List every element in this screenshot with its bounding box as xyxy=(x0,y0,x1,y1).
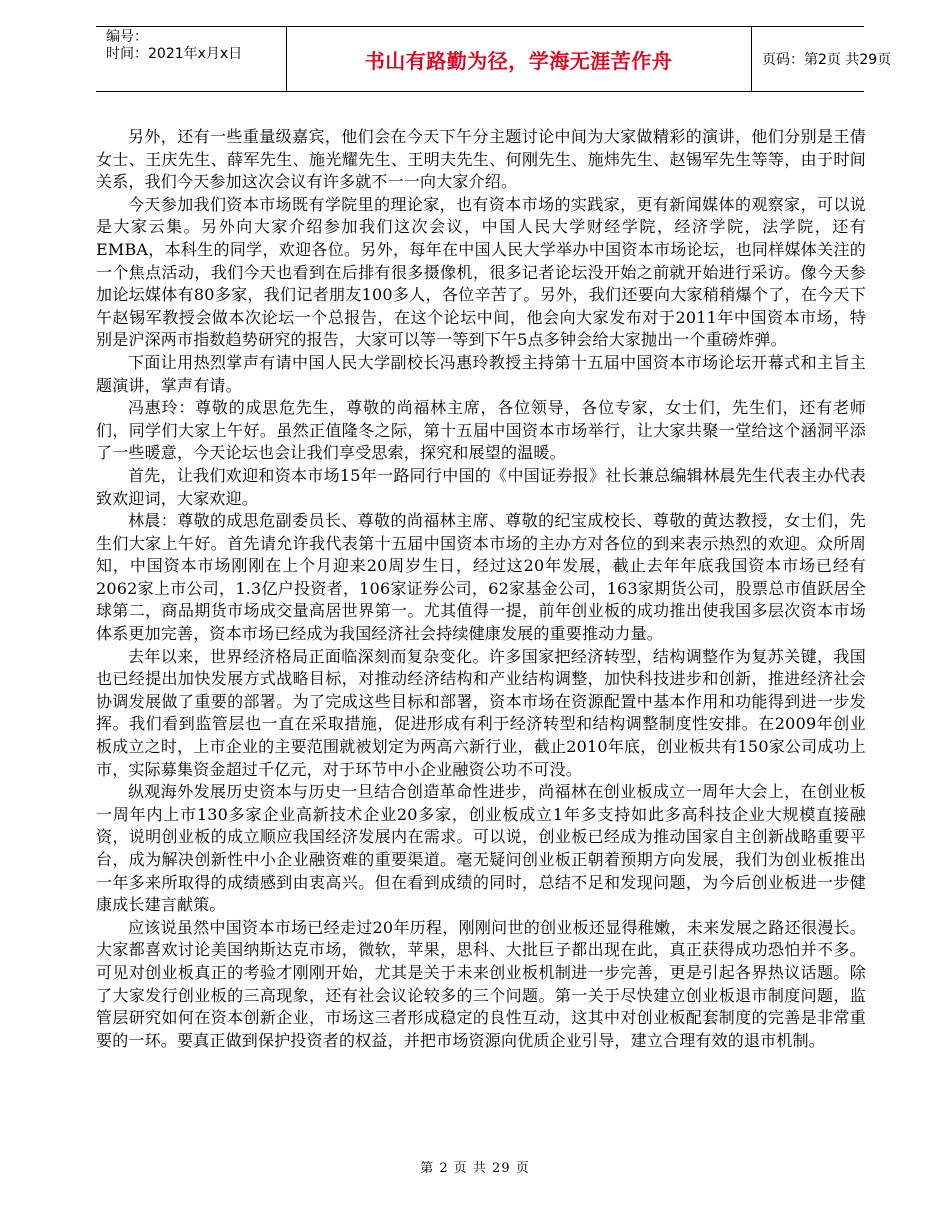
header-page-cell xyxy=(752,27,892,91)
header-page-code: 页码：第2页 共29页 xyxy=(762,52,892,68)
document-body xyxy=(96,126,866,1052)
paragraph: 首先，让我们欢迎和资本市场15年一路同行中国的《中国证券报》社长兼总编辑林晨先生代表主办代表致欢迎词，大家欢迎。 xyxy=(96,465,866,508)
paragraph: 林晨：尊敬的成思危副委员长、尊敬的尚福林主席、尊敬的纪宝成校长、尊敬的黄达教授，女士们，先生们大家上午好。首先请允许我代表第十五届中国资本市场的主办方对各位的到来表示热烈的欢迎。众所周知，中国资本市场刚刚在上个月迎来20周岁生日，经过这20年发展，截止去年年底我国资本市场已经有2062家上市公司，1.3亿户投资者，106家证券公司，62家基金公司，163家期货公司，股票总市值跃居全球第二，商品期货市场成交量高居世界第一。尤其值得一提，前年创业板的成功推出使我国多层次资本市场体系更加完善，资本市场已经成为我国经济社会持续健康发展的重要推动力量。 xyxy=(96,511,866,644)
header-info-cell xyxy=(96,27,287,91)
paragraph: 另外，还有一些重量级嘉宾，他们会在今天下午分主题讨论中间为大家做精彩的演讲，他们分别是王倩女士、王庆先生、薛军先生、施光耀先生、王明夫先生、何刚先生、施炜先生、赵锡军先生等等，由于时间关系，我们今天参加这次会议有许多就不一一向大家介绍。 xyxy=(96,127,866,192)
paragraph: 纵观海外发展历史资本与历史一旦结合创造革命性进步，尚福林在创业板成立一周年大会上，在创业板一周年内上市130多家企业高新技术企业20多家，创业板成立1年多支持如此多高科技企业大规模直接融资，说明创业板的成立顺应我国经济发展内在需求。可以说，创业板已经成为推动国家自主创新战略重要平台，成为解决创新性中小企业融资难的重要渠道。毫无疑问创业板正朝着预期方向发展，我们为创业板推出一年多来所取得的成绩感到由衷高兴。但在看到成绩的同时，总结不足和发现问题，为今后创业板进一步健康成长建言献策。 xyxy=(96,782,866,915)
paragraph: 去年以来，世界经济格局正面临深刻而复杂变化。许多国家把经济转型，结构调整作为复苏关键，我国也已经提出加快发展方式战略目标，对推动经济结构和产业结构调整，加快科技进步和创新，推进经济社会协调发展做了重要的部署。为了完成这些目标和部署，资本市场在资源配置中基本作用和功能得到进一步发挥。我们看到监管层也一直在采取措施，促进形成有利于经济转型和结构调整制度性安排。在2009年创业板成立之时，上市企业的主要范围就被划定为两高六新行业，截止2010年底，创业板共有150家公司成功上市，实际募集资金超过千亿元，对于环节中小企业融资公功不可没。 xyxy=(96,646,866,779)
page-footer: 第 2 页 共 29 页 xyxy=(420,1161,530,1176)
document-code-label: 编号： xyxy=(106,29,148,45)
header-motto-cell xyxy=(286,27,752,91)
document-time-label: 时间：2021年x月x日 xyxy=(106,46,243,62)
paragraph: 下面让用热烈掌声有请中国人民大学副校长冯惠玲教授主持第十五届中国资本市场论坛开幕式和主旨主题演讲，掌声有请。 xyxy=(96,352,866,395)
paragraph: 冯惠玲：尊敬的成思危先生，尊敬的尚福林主席，各位领导，各位专家，女士们，先生们，还有老师们，同学们大家上午好。虽然正值隆冬之际，第十五届中国资本市场举行，让大家共聚一堂给这个涵洞平添了一些暖意，今天论坛也会让我们享受思索，探究和展望的温暖。 xyxy=(96,398,866,463)
header-motto: 书山有路勤为径，学海无涯苦作舟 xyxy=(364,48,673,73)
document-header xyxy=(96,26,892,92)
paragraph: 今天参加我们资本市场既有学院里的理论家，也有资本市场的实践家，更有新闻媒体的观察家，可以说是大家云集。另外向大家介绍参加我们这次会议，中国人民大学财经学院，经济学院，法学院，还有EMBA，本科生的同学，欢迎各位。另外，每年在中国人民大学举办中国资本市场论坛，也同样媒体关注的一个焦点活动，我们今天也看到在后排有很多摄像机，很多记者论坛没开始之前就开始进行采访。像今天参加论坛媒体有80多家，我们记者朋友100多人，各位辛苦了。另外，我们还要向大家稍稍爆个了，在今天下午赵锡军教授会做本次论坛一个总报告，在这个论坛中间，他会向大家发布对于2011年中国资本市场，特别是沪深两市指数趋势研究的报告，大家可以等一等到下午5点多钟会给大家抛出一个重磅炸弹。 xyxy=(96,194,866,350)
paragraph: 应该说虽然中国资本市场已经走过20年历程，刚刚问世的创业板还显得稚嫩，未来发展之路还很漫长。大家都喜欢讨论美国纳斯达克市场，微软，苹果，思科、大批巨子都出现在此，真正获得成功恐怕并不多。可见对创业板真正的考验才刚刚开始，尤其是关于未来创业板机制进一步完善，更是引起各界热议话题。除了大家发行创业板的三高现象，还有社会议论较多的三个问题。第一关于尽快建立创业板退市制度问题，监管层研究如何在资本创新企业，市场这三者形成稳定的良性互动，这其中对创业板配套制度的完善是非常重要的一环。要真正做到保护投资者的权益，并把市场资源向优质企业引导，建立合理有效的退市机制。 xyxy=(96,917,866,1050)
